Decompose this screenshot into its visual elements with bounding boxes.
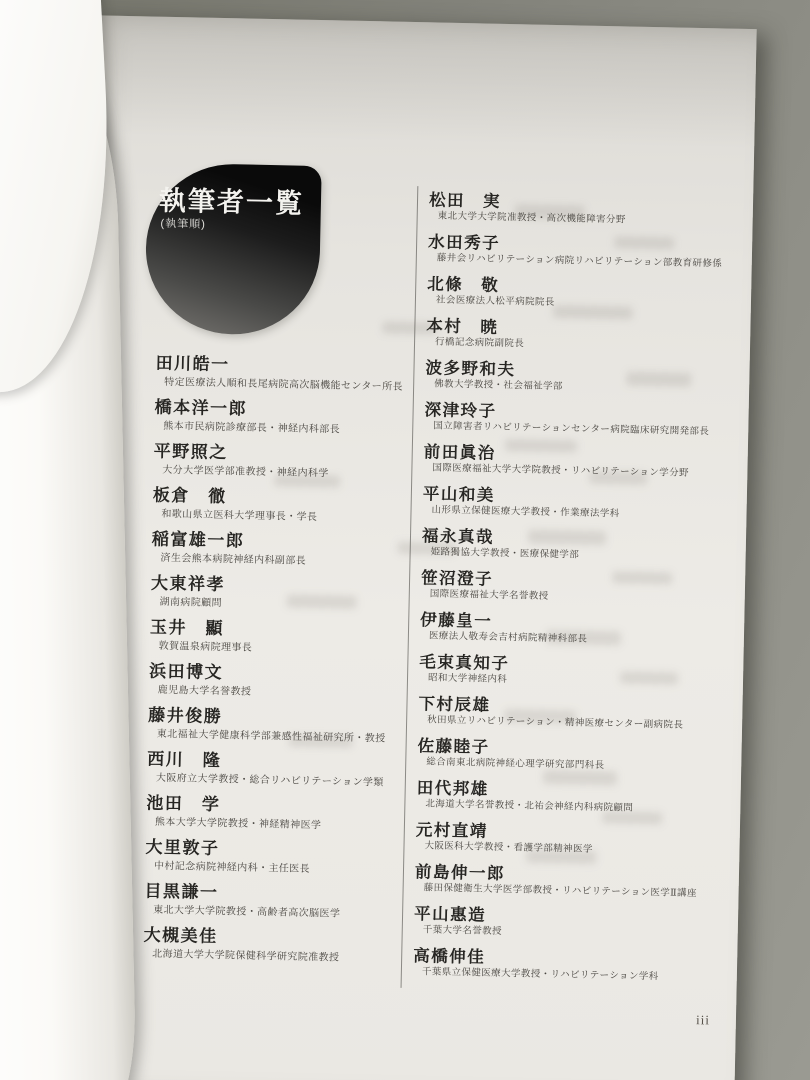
contributor-entry [149,617,422,660]
contributor-name: 西川 隆 [147,749,222,772]
contributor-affiliation: 千葉大学名誉教授 [422,925,503,938]
contributor-affiliation: 大阪府立大学教授・総合リハビリテーション学類 [155,772,384,789]
contributor-entry [150,573,423,616]
contributor-name: 板倉 徹 [152,485,227,508]
contributor-affiliation: 医療法人敬寿会吉村病院精神科部長 [428,631,588,645]
contributor-affiliation: 東北大学大学院准教授・高次機能障害分野 [437,211,626,226]
contributor-affiliation: 千葉県立保健医療大学教授・リハビリテーション学科 [421,967,659,983]
contributor-entry [428,232,745,272]
contributor-name: 高橋伸佳 [413,946,486,967]
contributor-entry [148,705,421,748]
contributor-affiliation: 東北福祉大学健康科学部兼感性福祉研究所・教授 [156,728,386,745]
contributor-name: 平山和美 [422,484,496,505]
contributor-affiliation: 秋田県立リハビリテーション・精神医療センター副病院長 [427,715,684,731]
page-title: 執筆者一覧 [158,185,305,220]
contributor-entry [152,485,425,528]
contributor-name: 深津玲子 [424,400,497,421]
contributor-name: 田川皓一 [155,353,230,376]
contributor-name: 水田秀子 [427,232,501,253]
contributor-name: 大槻美佳 [143,925,218,948]
contributor-entry [146,793,419,836]
contributor-entry [416,778,733,818]
contributor-affiliation: 社会医療法人松平病院院長 [435,295,555,308]
contributor-name: 下村辰雄 [418,694,491,715]
contributor-affiliation: 姫路獨協大学教授・医療保健学部 [430,547,580,561]
contributor-affiliation: 昭和大学神経内科 [427,673,508,686]
contributor-affiliation: 総合南東北病院神経心理学研究部門科長 [426,757,605,772]
contributor-name: 平山惠造 [413,904,487,925]
contributor-affiliation: 佛教大学教授・社会福祉学部 [434,379,563,393]
contributor-affiliation: 藤田保健衛生大学医学部教授・リハビリテーション医学Ⅱ講座 [423,883,697,900]
contributor-affiliation: 国際医療福祉大学名誉教授 [429,589,549,602]
contributor-affiliation: 藤井会リハビリテーション病院リハビリテーション部教育研修係 [436,253,723,270]
contributor-affiliation: 北海道大学名誉教授・北祐会神経内科病院顧問 [425,799,634,814]
contributor-name: 佐藤睦子 [417,736,490,757]
contributor-name: 伊藤皇一 [420,610,493,631]
contributor-entry [143,925,416,968]
contributor-name: 本村 暁 [426,316,499,337]
page-lighting-shade [86,15,756,149]
contributor-entry [147,749,420,792]
contributor-entry [419,652,736,692]
contributor-name: 波多野和夫 [425,358,516,380]
contributor-entry [417,736,734,776]
contributor-entry [145,837,418,880]
contributor-affiliation: 敦賀温泉病院理事長 [158,640,253,654]
contributor-entry [153,441,426,484]
contributor-entry [427,274,744,314]
contributor-entry [151,529,424,572]
contributor-name: 平野照之 [153,441,228,464]
page-number: iii [695,1012,711,1028]
contributor-name: 池田 学 [146,793,221,816]
contributor-affiliation: 鹿児島大学名誉教授 [157,684,252,698]
contributor-affiliation: 特定医療法人順和長尾病院高次脳機能センター所長 [164,376,404,393]
contributor-entry [426,316,743,356]
contributor-name: 北條 敬 [427,274,500,295]
contributor-name: 浜田博文 [148,661,224,684]
contributor-affiliation: 済生会熊本病院神経内科副部長 [160,552,307,567]
contributor-entry [415,820,732,860]
book-page [66,15,756,1080]
contributor-entry [429,190,746,230]
contributor-name: 前田眞治 [423,442,496,463]
contributor-entry [149,661,422,704]
contributor-entry [154,397,427,440]
page-subtitle: (執筆順) [160,217,206,231]
contributor-affiliation: 大分大学医学部准教授・神経内科学 [162,464,329,480]
contributor-affiliation: 山形県立保健医療大学教授・作業療法学科 [431,505,620,520]
contributor-entry [422,526,739,566]
contributor-affiliation: 大阪医科大学教授・看護学部精神医学 [424,841,593,855]
contributor-entry [424,400,741,440]
contributor-column-right [413,190,746,994]
contributor-entry [413,946,730,986]
contributor-name: 橋本洋一郎 [154,397,248,420]
contributor-name: 大里敦子 [145,837,220,860]
contributor-entry [420,610,737,650]
contributor-name: 毛束真知子 [419,652,510,674]
contributor-affiliation: 国際医療福祉大学大学院教授・リハビリテーション学分野 [432,463,690,479]
contributor-name: 目黒謙一 [144,881,219,904]
contributor-entry [421,568,738,608]
contributor-affiliation: 熊本市民病院診療部長・神経内科部長 [163,420,341,436]
contributor-entry [423,442,740,482]
contributor-entry [144,881,417,924]
contributor-entry [422,484,739,524]
contributor-affiliation: 中村記念病院神経内科・主任医長 [153,860,311,875]
contributor-affiliation: 和歌山県立医科大学理事長・学長 [161,508,318,524]
contributor-name: 松田 実 [428,190,502,211]
contributor-affiliation: 北海道大学大学院保健科学研究院准教授 [152,948,340,964]
title-badge [144,162,322,336]
contributor-name: 田代邦雄 [416,778,489,799]
contributor-name: 藤井俊勝 [147,705,223,728]
contributor-affiliation: 熊本大学大学院教授・神経精神医学 [154,816,322,832]
contributor-name: 稲富雄一郎 [151,529,245,552]
contributor-entry [425,358,742,398]
contributor-name: 元村直靖 [415,820,489,841]
contributor-affiliation: 東北大学大学院教授・高齢者高次脳医学 [153,904,341,920]
contributor-entry [418,694,735,734]
contributor-affiliation: 湖南病院顧問 [159,596,223,610]
contributor-entry [414,862,731,902]
contributor-name: 前島伸一郎 [414,862,506,884]
contributor-name: 玉井 顯 [149,617,225,640]
contributor-column-left [143,353,428,975]
contributor-affiliation: 行橋記念病院副院長 [434,337,525,350]
contributor-name: 笹沼澄子 [420,568,494,589]
contributor-entry [414,904,731,944]
contributor-name: 福永真哉 [421,526,495,547]
contributor-name: 大東祥孝 [150,573,226,596]
contributor-entry [155,353,428,396]
contributor-affiliation: 国立障害者リハビリテーションセンター病院臨床研究開発部長 [433,421,710,438]
page-content [66,15,756,1080]
